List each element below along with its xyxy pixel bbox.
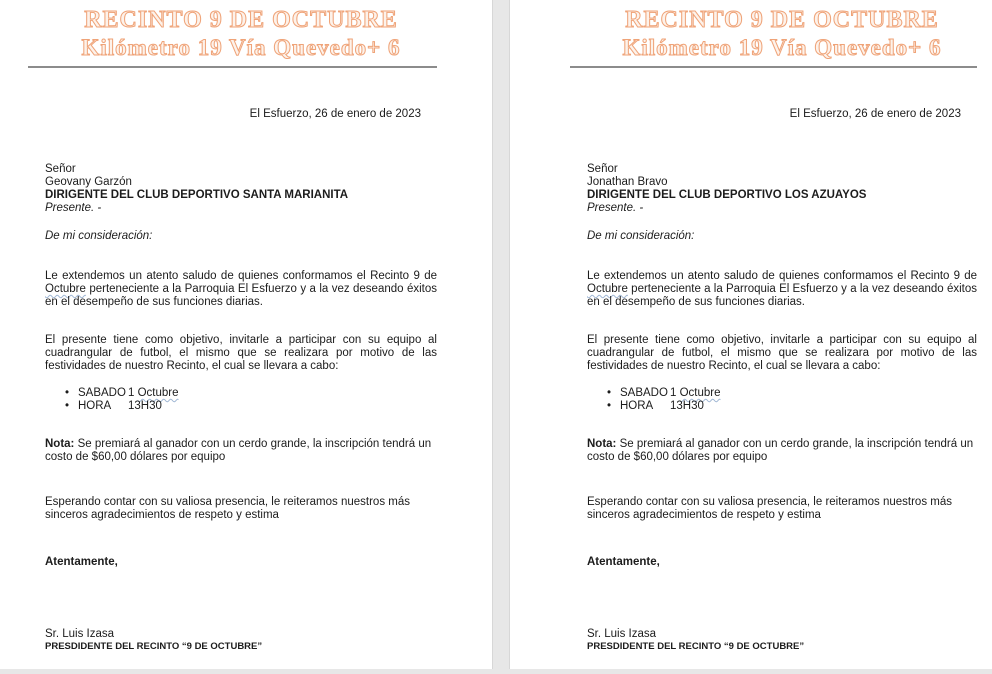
- body-paragraph-1: [45, 270, 437, 309]
- letterhead-rule: [570, 66, 977, 68]
- body-paragraph-2: El presente tiene como objetivo, invitarle a participar con su equipo al cuadrangular de futbol, el mismo que se realizara por motivo de las festividades de nuestro Recinto, el cual se llevara a cabo:: [587, 334, 977, 372]
- signature-block: [587, 628, 977, 652]
- closing-paragraph: Esperando contar con su valiosa presencia, le reiteramos nuestros más sinceros agradecimientos de respeto y estima: [45, 496, 410, 521]
- letterhead-title: RECINTO 9 DE OCTUBRE: [625, 7, 939, 33]
- letterhead: [587, 0, 977, 68]
- signoff: Atentamente,: [587, 556, 660, 568]
- paragraph-text: perteneciente a la Parroquia El Esfuerzo y a la vez deseando éxitos en el desempeño de sus funciones diarias.: [45, 283, 437, 308]
- greeting: De mi consideración:: [45, 230, 153, 242]
- letterhead-subtitle: Kilómetro 19 Vía Quevedo+ 6: [622, 35, 942, 60]
- bullet-item-date: [65, 387, 437, 400]
- bullet-icon: •: [65, 399, 70, 412]
- signature-block: [45, 628, 437, 652]
- recipient-salutation: Señor: [45, 163, 76, 175]
- date-line: El Esfuerzo, 26 de enero de 2023: [789, 108, 961, 120]
- note-label: Nota:: [587, 438, 617, 450]
- paragraph-text: perteneciente a la Parroquia El Esfuerzo y a la vez deseando éxitos en el desempeño de sus funciones diarias.: [587, 283, 977, 308]
- recipient-block: [587, 163, 977, 215]
- signature-name: Sr. Luis Izasa: [587, 628, 657, 640]
- bullet-icon: •: [65, 387, 70, 399]
- bullet-label: SABADO: [620, 387, 668, 399]
- date-line: El Esfuerzo, 26 de enero de 2023: [249, 108, 421, 120]
- note-label: Nota:: [45, 438, 75, 450]
- note-paragraph: [587, 438, 977, 464]
- recipient-title: DIRIGENTE DEL CLUB DEPORTIVO SANTA MARIANITA: [45, 189, 349, 201]
- letterhead: [45, 0, 437, 68]
- misspelled-word: Octubre: [45, 283, 86, 295]
- paragraph-text: Le extendemos un atento saludo de quienes conformamos el Recinto 9 de: [45, 270, 437, 282]
- bullet-label: HORA: [78, 399, 112, 412]
- bullet-list: [587, 387, 977, 412]
- note-text: Se premiará al ganador con un cerdo grande, la inscripción tendrá un costo de $60,00 dólares por equipo: [587, 438, 974, 463]
- closing-paragraph: Esperando contar con su valiosa presencia, le reiteramos nuestros más sinceros agradecimientos de respeto y estima: [587, 496, 952, 521]
- recipient-salutation: Señor: [587, 163, 618, 175]
- signature-title: PRESDIDENTE DEL RECINTO “9 DE OCTUBRE”: [587, 641, 805, 652]
- greeting: De mi consideración:: [587, 230, 695, 242]
- bullet-label: SABADO: [78, 387, 126, 399]
- body-paragraph-2: El presente tiene como objetivo, invitarle a participar con su equipo al cuadrangular de futbol, el mismo que se realizara por motivo de las festividades de nuestro Recinto, el cual se llevara a cabo:: [45, 334, 437, 372]
- body-paragraph-1: [587, 270, 977, 309]
- paragraph-text: Le extendemos un atento saludo de quienes conformamos el Recinto 9 de: [587, 270, 977, 282]
- bullet-value: 1 Octubre: [128, 387, 179, 399]
- misspelled-word: Octubre: [679, 387, 721, 399]
- bullet-value: 1 Octubre: [670, 387, 721, 399]
- recipient-presente: Presente. -: [45, 202, 102, 214]
- signature-title: PRESDIDENTE DEL RECINTO “9 DE OCTUBRE”: [45, 641, 263, 652]
- letterhead-rule: [28, 66, 437, 68]
- misspelled-word: Octubre: [587, 283, 628, 295]
- recipient-presente: Presente. -: [587, 202, 644, 214]
- bullet-item-date: [607, 387, 977, 400]
- bullet-value: 13H30: [670, 399, 704, 412]
- bullet-icon: •: [607, 399, 612, 412]
- recipient-block: [45, 163, 437, 215]
- bullet-icon: •: [607, 387, 612, 399]
- note-paragraph: [45, 438, 437, 464]
- bullet-list: [45, 387, 437, 412]
- recipient-title: DIRIGENTE DEL CLUB DEPORTIVO LOS AZUAYOS: [587, 189, 867, 201]
- bullet-value: 13H30: [128, 399, 162, 412]
- recipient-name: Geovany Garzón: [45, 176, 132, 188]
- letterhead-subtitle: Kilómetro 19 Vía Quevedo+ 6: [81, 35, 401, 60]
- signoff: Atentamente,: [45, 556, 118, 568]
- recipient-name: Jonathan Bravo: [587, 176, 668, 188]
- signature-name: Sr. Luis Izasa: [45, 628, 115, 640]
- bullet-item-time: [607, 400, 977, 413]
- bullet-item-time: [65, 400, 437, 413]
- misspelled-word: Octubre: [137, 387, 179, 399]
- letterhead-title: RECINTO 9 DE OCTUBRE: [84, 7, 398, 33]
- note-text: Se premiará al ganador con un cerdo grande, la inscripción tendrá un costo de $60,00 dólares por equipo: [45, 438, 432, 463]
- document-page-1[interactable]: [0, 0, 493, 669]
- bullet-label: HORA: [620, 399, 654, 412]
- document-page-2[interactable]: [509, 0, 992, 669]
